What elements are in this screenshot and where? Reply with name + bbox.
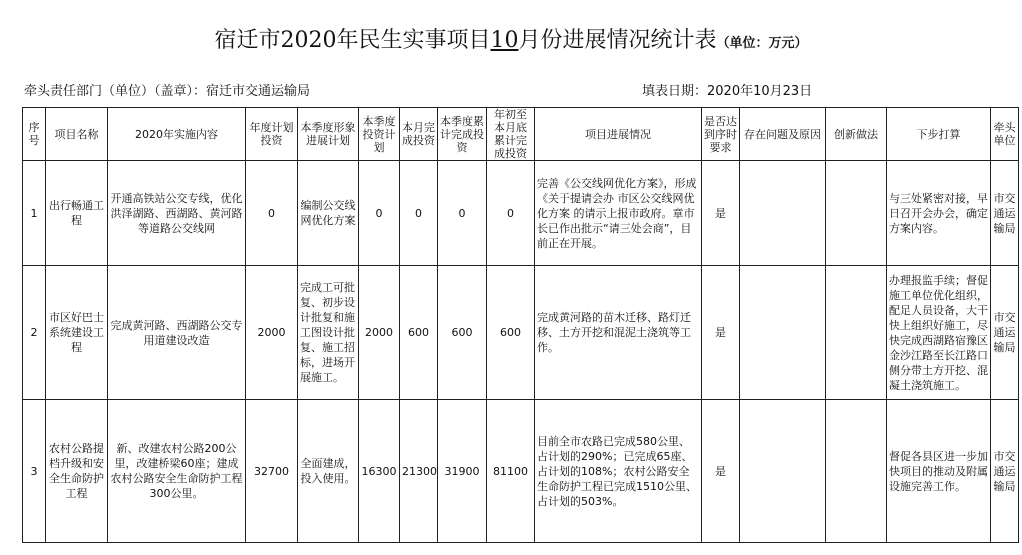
quarter-investment-plan: 0 bbox=[359, 161, 400, 266]
header-cell: 项目名称 bbox=[46, 108, 108, 161]
issues bbox=[740, 161, 826, 266]
annual-investment: 0 bbox=[246, 161, 298, 266]
month-investment: 0 bbox=[400, 161, 438, 266]
innovation bbox=[826, 161, 887, 266]
fill-date: 填表日期：2020年10月23日 bbox=[642, 84, 813, 99]
lead-unit: 市交通运输局 bbox=[991, 400, 1019, 543]
header-cell: 项目进展情况 bbox=[535, 108, 702, 161]
table-row bbox=[23, 161, 1019, 266]
responsible-dept: 牵头责任部门（单位）（盖章）：宿迁市交通运输局 bbox=[24, 84, 311, 99]
innovation bbox=[826, 266, 887, 400]
implementation-content: 开通高铁站公交专线，优化洪泽湖路、西湖路、黄河路等道路公交线网 bbox=[108, 161, 246, 266]
progress-table bbox=[22, 107, 1019, 543]
quarter-investment-plan: 16300 bbox=[359, 400, 400, 543]
row-no: 3 bbox=[23, 400, 46, 543]
header-cell: 年度计划投资 bbox=[246, 108, 298, 161]
header-cell: 牵头单位 bbox=[991, 108, 1019, 161]
progress-status: 完成黄河路的苗木迁移、路灯迁移、土方开挖和混泥土浇筑等工作。 bbox=[535, 266, 702, 400]
annual-investment: 32700 bbox=[246, 400, 298, 543]
quarter-plan: 编制公交线网优化方案 bbox=[298, 161, 359, 266]
table-row bbox=[23, 400, 1019, 543]
header-cell: 下步打算 bbox=[887, 108, 991, 161]
on-schedule: 是 bbox=[702, 400, 740, 543]
header-cell: 是否达到序时要求 bbox=[702, 108, 740, 161]
on-schedule: 是 bbox=[702, 161, 740, 266]
quarter-plan: 完成工可批复、初步设计批复和施工图设计批复、施工招标，进场开展施工。 bbox=[298, 266, 359, 400]
title-suffix: 月份进展情况统计表 bbox=[518, 28, 717, 53]
month-investment: 21300 bbox=[400, 400, 438, 543]
quarter-plan: 全面建成，投入使用。 bbox=[298, 400, 359, 543]
quarter-total: 600 bbox=[438, 266, 487, 400]
header-cell: 序号 bbox=[23, 108, 46, 161]
quarter-investment-plan: 2000 bbox=[359, 266, 400, 400]
quarter-total: 31900 bbox=[438, 400, 487, 543]
next-steps: 办理报监手续；督促施工单位优化组织，配足人员设备，大干快上组织好施工，尽快完成西湖路宿豫区金沙江路至长江路口侧分带土方开挖、混凝土浇筑施工。 bbox=[887, 266, 991, 400]
implementation-content: 新、改建农村公路200公里，改建桥梁60座；建成农村公路安全生命防护工程300公里。 bbox=[108, 400, 246, 543]
ytd-total: 600 bbox=[487, 266, 535, 400]
innovation bbox=[826, 400, 887, 543]
header-cell: 存在问题及原因 bbox=[740, 108, 826, 161]
project-name: 出行畅通工程 bbox=[46, 161, 108, 266]
title-month: 10 bbox=[490, 28, 519, 53]
title-main: 宿迁市2020年民生实事项目 bbox=[214, 28, 491, 53]
row-no: 2 bbox=[23, 266, 46, 400]
header-cell: 本季度形象进展计划 bbox=[298, 108, 359, 161]
project-name: 农村公路提档升级和安全生命防护工程 bbox=[46, 400, 108, 543]
progress-status: 目前全市农路已完成580公里、占计划的290%；已完成65座、占计划的108%；农村公路安全生命防护工程已完成1510公里、占计划的503%。 bbox=[535, 400, 702, 543]
header-cell: 本季度投资计划 bbox=[359, 108, 400, 161]
issues bbox=[740, 400, 826, 543]
month-investment: 600 bbox=[400, 266, 438, 400]
header-cell: 本季度累计完成投资 bbox=[438, 108, 487, 161]
lead-unit: 市交通运输局 bbox=[991, 161, 1019, 266]
lead-unit: 市交通运输局 bbox=[991, 266, 1019, 400]
header-cell: 2020年实施内容 bbox=[108, 108, 246, 161]
ytd-total: 81100 bbox=[487, 400, 535, 543]
header-cell: 年初至本月底累计完成投资 bbox=[487, 108, 535, 161]
row-no: 1 bbox=[23, 161, 46, 266]
on-schedule: 是 bbox=[702, 266, 740, 400]
annual-investment: 2000 bbox=[246, 266, 298, 400]
next-steps: 督促各县区进一步加快项目的推动及附属设施完善工作。 bbox=[887, 400, 991, 543]
next-steps: 与三处紧密对接，早日召开会办会，确定方案内容。 bbox=[887, 161, 991, 266]
ytd-total: 0 bbox=[487, 161, 535, 266]
header-row bbox=[23, 108, 1019, 161]
title-unit: （单位：万元） bbox=[716, 36, 808, 51]
header-cell: 本月完成投资 bbox=[400, 108, 438, 161]
report-title bbox=[0, 26, 1022, 59]
table-row bbox=[23, 266, 1019, 400]
project-name: 市区好巴士系统建设工程 bbox=[46, 266, 108, 400]
quarter-total: 0 bbox=[438, 161, 487, 266]
progress-status: 完善《公交线网优化方案》，形成《关于提请会办 市区公交线网优化方案 的请示上报市政府。章市长已作出批示“请三处会商”，目前正在开展。 bbox=[535, 161, 702, 266]
implementation-content: 完成黄河路、西湖路公交专用道建设改造 bbox=[108, 266, 246, 400]
issues bbox=[740, 266, 826, 400]
header-cell: 创新做法 bbox=[826, 108, 887, 161]
